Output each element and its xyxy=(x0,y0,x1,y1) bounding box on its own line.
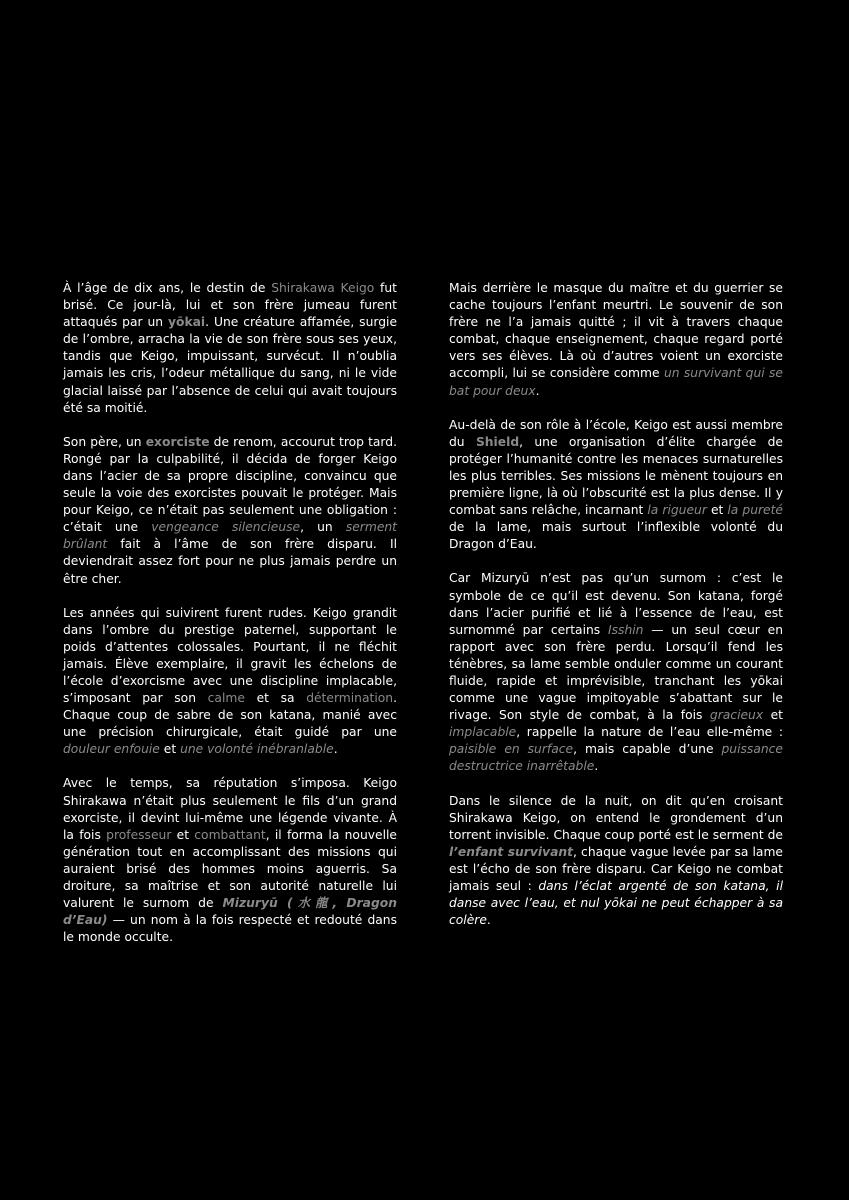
text: Mais derrière le masque du maître et du guerrier se cache toujours l’enfant meurtri. Le souvenir de son frère ne l’a jamais quitté ; il vit à travers chaque combat, chaque enseignement, chaque regard porté vers ses élèves. Là où d’autres voient un exorciste accompli, lui se considère comme xyxy=(449,281,783,381)
highlight-name: Shirakawa Keigo xyxy=(271,281,375,295)
highlight-mizuryu: Mizuryū (水龍, Dragon d’Eau) xyxy=(63,896,397,928)
highlight-implacable: implacable xyxy=(449,725,517,740)
right-column xyxy=(449,280,783,946)
text: , un xyxy=(300,520,346,535)
text: . xyxy=(535,383,540,398)
text: , il forma la nouvelle génération tout en accomplissant des missions qui auraient brisé des hommes moins aguerris. Sa droiture, sa maîtrise et son autorité naturelle lui valurent le surnom de xyxy=(63,827,397,911)
highlight-puissance: puissance destructrice inarrêtable xyxy=(449,742,783,774)
highlight-enfant-survivant: l’enfant survivant xyxy=(449,844,574,859)
paragraph-childhood xyxy=(63,280,397,417)
text: de la lame, mais surtout l’inflexible volonté du Dragon d’Eau. xyxy=(449,520,783,552)
highlight-gracieux: gracieux xyxy=(709,708,764,723)
paragraph-shield xyxy=(449,417,783,554)
paragraph-training xyxy=(63,605,397,759)
text: fait à l’âme de son frère disparu. Il deviendrait assez fort pour ne plus jamais perdre un être cher. xyxy=(63,537,397,586)
highlight-serment: serment brûlant xyxy=(63,520,397,552)
left-column xyxy=(63,280,397,963)
text: et xyxy=(159,742,181,757)
text: Son père, un xyxy=(63,434,146,449)
text: et xyxy=(171,827,195,842)
highlight-exorciste: exorciste xyxy=(145,434,210,449)
closing-italic: dans l’éclat argenté de son katana, il danse avec l’eau, et nul yōkai ne peut échapper à sa colère xyxy=(449,879,783,928)
text: Au-delà de son rôle à l’école, Keigo est aussi membre du xyxy=(449,417,783,449)
highlight-shield: Shield xyxy=(475,434,520,449)
text: . xyxy=(486,913,491,928)
text: Avec le temps, sa réputation s’imposa. Keigo Shirakawa n’était plus seulement le fils d’un grand exorciste, il devint lui-même une légende vivante. À la fois xyxy=(63,776,397,842)
text: , mais capable d’une xyxy=(573,742,722,757)
text: et xyxy=(706,503,728,518)
highlight-calme: calme xyxy=(207,691,245,706)
text: et sa xyxy=(244,691,307,706)
text: Les années qui suivirent furent rudes. Keigo grandit dans l’ombre du prestige paternel, supportant le poids d’attentes colossales. Pourtant, il ne fléchit jamais. Élève exemplaire, il gravit les échelons de l’école d’exorcisme avec une discipline implacable, s’imposant par son xyxy=(63,605,397,706)
highlight-combattant: combattant xyxy=(194,827,266,842)
text: Dans le silence de la nuit, on dit qu’en croisant Shirakawa Keigo, on entend le grondement d’un torrent invisible. Chaque coup porté est le serment de xyxy=(449,793,783,842)
highlight-professeur: professeur xyxy=(106,827,172,842)
highlight-determination: détermination xyxy=(306,691,394,706)
highlight-paisible: paisible en surface xyxy=(449,742,574,757)
highlight-yokai: yōkai xyxy=(167,315,206,330)
highlight-douleur: douleur enfouie xyxy=(63,742,160,757)
highlight-rigueur: la rigueur xyxy=(647,503,707,518)
highlight-volonte: une volonté inébranlable xyxy=(180,742,334,757)
text: . Une créature affamée, surgie de l’ombre, arracha la vie de son frère sous ses yeux, tandis que Keigo, impuissant, survécut. Il n’oublia jamais les cris, l’odeur métallique du sang, ni le vide glacial laissé par l’absence de celui qui avait toujours été sa moitié. xyxy=(63,315,398,415)
paragraph-reputation xyxy=(63,775,397,946)
paragraph-mizuryu xyxy=(449,570,783,775)
text: — un seul cœur en rapport avec son frère perdu. Lorsqu’il fend les ténèbres, sa lame semble onduler comme un courant fluide, rapide et imprévisible, tranchant les yōkai comme une vague impitoyable s’abattant sur le rivage. Son style de combat, à la fois xyxy=(449,622,783,723)
highlight-purete: la pureté xyxy=(727,503,783,518)
text: À l’âge de dix ans, le destin de xyxy=(63,281,272,295)
text: et xyxy=(763,708,783,723)
highlight-survivant: un survivant qui se bat pour deux xyxy=(449,366,783,398)
highlight-vengeance: vengeance silencieuse xyxy=(151,520,301,535)
paragraph-mask xyxy=(449,280,783,400)
text: de renom, accourut trop tard. Rongé par la culpabilité, il décida de forger Keigo dans l’acier de sa propre discipline, convaincu que seule la voie des exorcistes pouvait le protéger. Mais pour Keigo, ce n’était pas seulement une obligation : c’était une xyxy=(63,434,397,535)
text: . Chaque coup de sabre de son katana, manié avec une précision chirurgicale, était guidé par une xyxy=(63,691,397,740)
text: — un nom à la fois respecté et redouté dans le monde occulte. xyxy=(63,913,397,945)
text: , rappelle la nature de l’eau elle-même : xyxy=(516,725,783,740)
text: , une organisation d’élite chargée de protéger l’humanité contre les menaces surnaturelles les plus terribles. Ses missions le mènent toujours en première ligne, là où l’obscurité est la plus dense. Il y combat sans relâche, incarnant xyxy=(449,434,783,518)
text: Car Mizuryū n’est pas qu’un surnom : c’est le symbole de ce qu’il est devenu. Son katana, forgé dans l’acier purifié et lié à l’essence de l’eau, est surnommé par certains xyxy=(449,571,783,637)
paragraph-night xyxy=(449,793,783,930)
text: fut brisé. Ce jour-là, lui et son frère jumeau furent attaqués par un xyxy=(63,281,398,330)
paragraph-father xyxy=(63,434,397,588)
highlight-isshin: Isshin xyxy=(608,622,644,637)
text: . xyxy=(594,759,599,774)
text: , chaque vague levée par sa lame est l’écho de son frère disparu. Car Keigo ne combat jamais seul : xyxy=(449,844,783,893)
text: . xyxy=(333,742,338,757)
